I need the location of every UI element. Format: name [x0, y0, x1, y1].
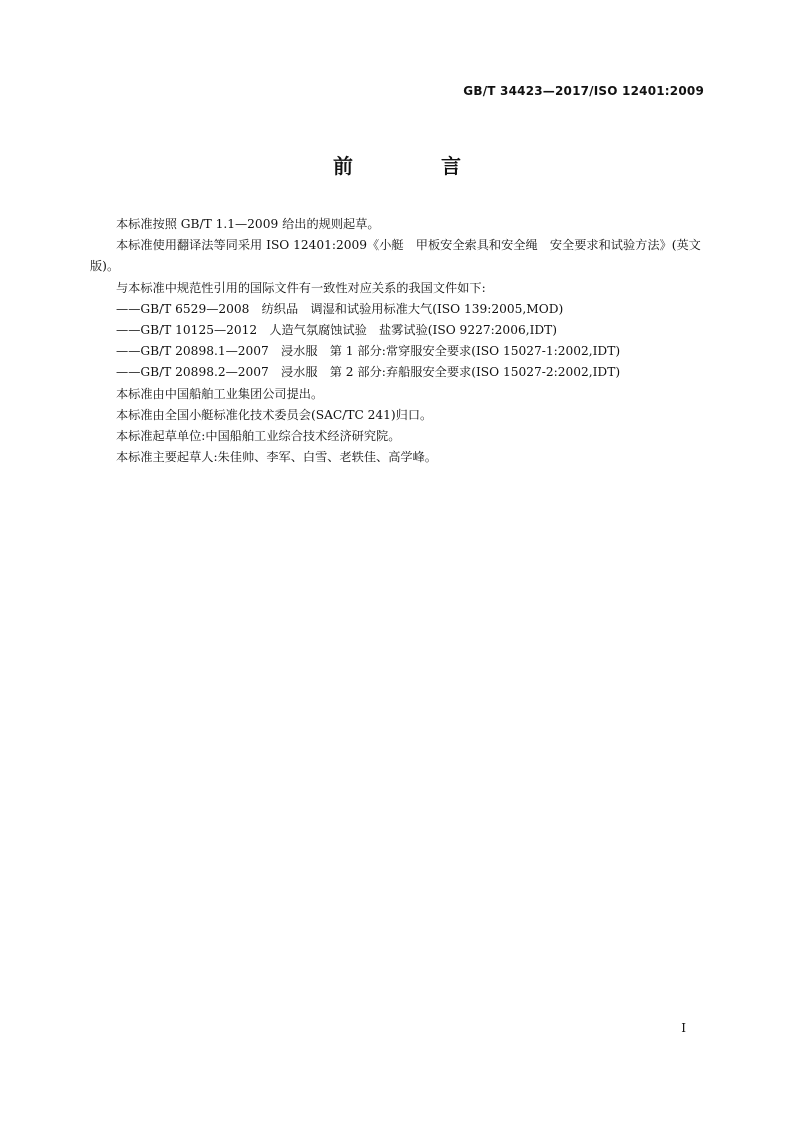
paragraph-references-intro: 与本标准中规范性引用的国际文件有一致性对应关系的我国文件如下: — [116, 280, 486, 295]
foreword-body — [90, 214, 714, 468]
reference-item: ——GB/T 20898.1—2007 浸水服 第 1 部分:常穿服安全要求(ISO 15027-1:2002,IDT) — [116, 344, 621, 359]
page-title: 前 言 — [333, 154, 495, 178]
paragraph-drafting-rules: 本标准按照 GB/T 1.1—2009 给出的规则起草。 — [116, 217, 380, 231]
page-number: I — [681, 1021, 686, 1035]
reference-item: ——GB/T 6529—2008 纺织品 调湿和试验用标准大气(ISO 139:2005,MOD) — [116, 301, 564, 316]
paragraph-committee: 本标准由全国小艇标准化技术委员会(SAC/TC 241)归口。 — [116, 407, 433, 422]
reference-item: ——GB/T 20898.2—2007 浸水服 第 2 部分:弃船服安全要求(ISO 15027-2:2002,IDT) — [116, 365, 621, 380]
reference-item: ——GB/T 10125—2012 人造气氛腐蚀试验 盐雾试验(ISO 9227:2006,IDT) — [116, 323, 558, 338]
standard-code: GB/T 34423—2017/ISO 12401:2009 — [463, 84, 704, 98]
paragraph-adoption: 本标准使用翻译法等同采用 ISO 12401:2009《小艇 甲板安全索具和安全绳 安全要求和试验方法》(英文版)。 — [90, 238, 701, 274]
paragraph-drafting-unit: 本标准起草单位:中国船舶工业综合技术经济研究院。 — [116, 429, 401, 444]
paragraph-proposer: 本标准由中国船舶工业集团公司提出。 — [116, 386, 324, 401]
paragraph-drafters: 本标准主要起草人:朱佳帅、李军、白雪、老轶佳、高学峰。 — [116, 450, 437, 465]
